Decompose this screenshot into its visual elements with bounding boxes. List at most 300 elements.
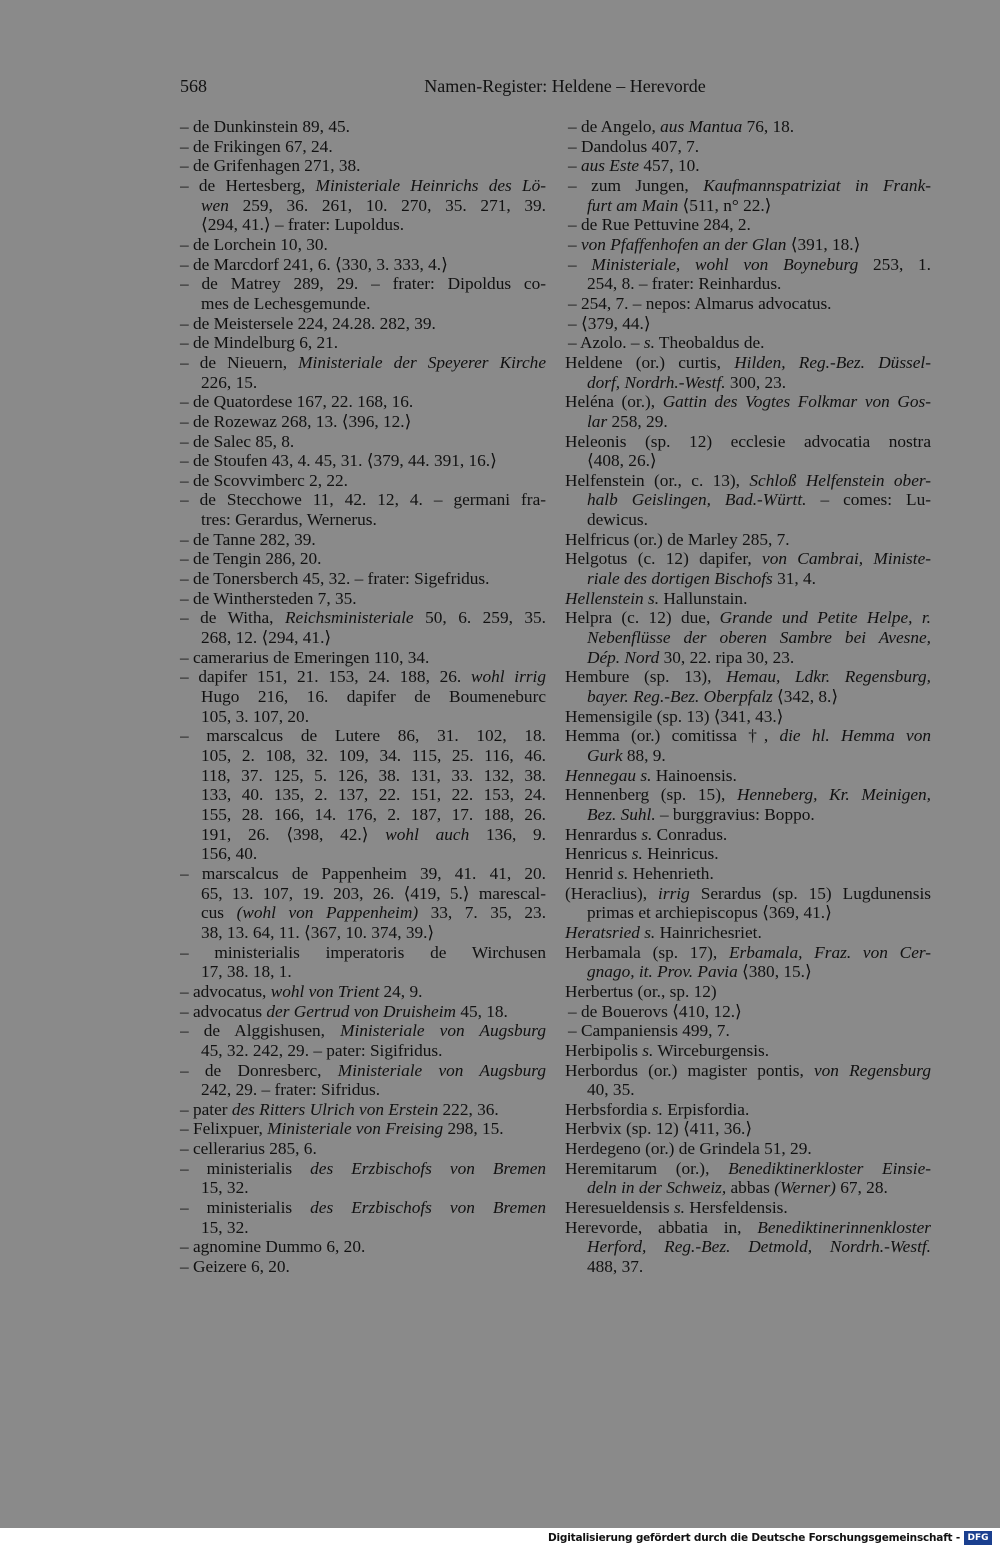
entry-line — [565, 1257, 931, 1277]
entry-text: – 254, 7. – nepos: Almarus advocatus. — [568, 293, 832, 313]
entry-line — [565, 569, 931, 589]
index-entry — [180, 353, 546, 392]
entry-line — [180, 687, 546, 707]
entry-text-italic: Grande und Petite Helpe, r. — [719, 608, 931, 628]
entry-line — [565, 628, 931, 648]
entry-line — [180, 196, 546, 216]
entry-line — [180, 1002, 546, 1022]
entry-text-italic: Ministeriale von Augsburg — [337, 1060, 546, 1080]
index-entry — [565, 432, 931, 471]
entry-text: – de Tanne 282, 39. — [180, 529, 316, 549]
entry-line — [565, 1080, 931, 1100]
entry-line — [180, 333, 546, 353]
entry-line — [565, 648, 931, 668]
entry-line — [180, 549, 546, 569]
entry-text: Hemma (or.) comitissa †, — [565, 726, 780, 746]
entry-text: Hainrichesriet. — [655, 922, 762, 942]
entry-text: – de Lorchein 10, 30. — [180, 234, 328, 254]
entry-line — [565, 1061, 931, 1081]
index-entry — [180, 1237, 546, 1257]
entry-line — [180, 117, 546, 137]
entry-text-italic: Ministeriale, wohl von Boyneburg — [591, 254, 859, 274]
entry-text: 242, 29. – frater: Sifridus. — [201, 1080, 381, 1100]
index-entry — [565, 471, 931, 530]
entry-line — [180, 1237, 546, 1257]
entry-line — [180, 432, 546, 452]
entry-line — [180, 510, 546, 530]
entry-text: 17, 38. 18, 1. — [201, 962, 292, 982]
index-entry — [565, 864, 931, 884]
entry-text-italic: halb Geislingen, Bad.-Württ. — [587, 490, 807, 510]
index-entry — [180, 1021, 546, 1060]
entry-text-italic: Ministeriale von Augsburg — [340, 1021, 546, 1041]
entry-text: 258, 29. — [607, 411, 668, 431]
index-entry — [565, 294, 931, 314]
entry-text: Henricus — [565, 844, 632, 864]
index-entry — [565, 530, 931, 550]
entry-line — [180, 1178, 546, 1198]
index-entry — [565, 844, 931, 864]
entry-text-italic: bayer. Reg.-Bez. Oberpfalz — [587, 687, 773, 707]
index-entry — [180, 176, 546, 235]
entry-text: 31, 4. — [772, 569, 816, 589]
entry-line — [565, 373, 931, 393]
entry-text: 254, 8. – frater: Reinhardus. — [587, 274, 782, 294]
index-entry — [180, 1119, 546, 1139]
entry-text: – ⟨379, 44.⟩ — [568, 313, 651, 333]
index-entry — [180, 333, 546, 353]
entry-text: 156, 40. — [201, 844, 258, 864]
entry-line — [565, 333, 931, 353]
entry-line — [565, 156, 931, 176]
entry-line — [180, 1159, 546, 1179]
entry-text: ⟨380, 15.⟩ — [737, 962, 812, 982]
entry-line — [180, 589, 546, 609]
entry-line — [180, 1100, 546, 1120]
index-entry — [565, 1159, 931, 1198]
entry-line — [565, 864, 931, 884]
index-entry — [565, 1119, 931, 1139]
entry-line — [180, 137, 546, 157]
entry-text: – Geizere 6, 20. — [180, 1257, 290, 1277]
entry-line — [180, 766, 546, 786]
entry-text: – agnomine Dummo 6, 20. — [180, 1237, 366, 1257]
entry-text: Wirceburgensis. — [653, 1040, 770, 1060]
entry-text-italic: Nebenflüsse der oberen Sambre bei Avesne, — [587, 628, 931, 648]
entry-text: 38, 13. 64, 11. ⟨367, 10. 374, 39.⟩ — [201, 922, 435, 942]
entry-text-italic: Gurk — [587, 746, 623, 765]
index-entry — [180, 412, 546, 432]
entry-line — [180, 805, 546, 825]
index-entry — [180, 1198, 546, 1237]
entry-text: – de Alggishusen, — [180, 1021, 341, 1041]
entry-text-italic: von Pfaffenhofen an der Glan — [580, 234, 787, 254]
index-entry — [565, 1021, 931, 1041]
entry-text-italic: Hilden, Reg.-Bez. Düssel- — [734, 352, 931, 372]
entry-line — [565, 1100, 931, 1120]
entry-line — [180, 608, 546, 628]
entry-text-italic: Dép. Nord — [587, 647, 660, 667]
entry-text-italic: Benediktinerinnenkloster — [757, 1217, 931, 1237]
entry-line — [180, 707, 546, 727]
entry-text-italic: Gattin des Vogtes Folkmar von Gos- — [662, 392, 931, 412]
entry-text: Hersfeldensis. — [684, 1198, 788, 1218]
entry-line — [565, 235, 931, 255]
entry-text: 253, 1. — [858, 254, 931, 274]
entry-text-italic: wohl auch — [385, 824, 470, 844]
entry-text-italic: lar — [587, 411, 608, 431]
entry-text: abbas — [726, 1178, 775, 1198]
entry-line — [565, 903, 931, 923]
index-entry — [565, 943, 931, 982]
index-entry — [565, 137, 931, 157]
index-entry — [565, 1218, 931, 1277]
entry-line — [565, 176, 931, 196]
index-entry — [180, 235, 546, 255]
page-title: Namen-Register: Heldene – Herevorde — [424, 76, 706, 96]
entry-text: – — [568, 234, 581, 254]
index-entry — [180, 982, 546, 1002]
index-entry — [180, 1257, 546, 1277]
index-entry — [565, 176, 931, 215]
entry-line — [180, 274, 546, 294]
funding-credit: Digitalisierung gefördert durch die Deutsche Forschungsgemeinschaft - — [548, 1532, 960, 1544]
entry-text: cus — [201, 903, 237, 923]
entry-text: ⟨391, 18.⟩ — [786, 234, 861, 254]
entry-line — [180, 294, 546, 314]
entry-line — [180, 412, 546, 432]
entry-text: – burggravius: Boppo. — [655, 804, 815, 824]
entry-line — [565, 1021, 931, 1041]
index-entry — [565, 884, 931, 923]
entry-line — [180, 864, 546, 884]
entry-text-italic: Hellenstein s. — [565, 588, 660, 608]
index-entry — [565, 333, 931, 353]
entry-text: Heldene (or.) curtis, — [565, 352, 735, 372]
entry-text-italic: gnago, it. Prov. Pavia — [587, 962, 738, 982]
entry-line — [180, 1218, 546, 1238]
entry-text: (Heraclius), — [565, 883, 659, 903]
entry-line — [180, 923, 546, 943]
entry-line — [565, 825, 931, 845]
entry-line — [565, 530, 931, 550]
entry-text-italic: s. — [631, 844, 643, 864]
index-entry — [565, 726, 931, 765]
entry-text: 268, 12. ⟨294, 41.⟩ — [201, 628, 332, 648]
index-entry — [180, 589, 546, 609]
entry-text: 24, 9. — [379, 981, 423, 1001]
index-column-left — [180, 117, 546, 1277]
entry-text: 259, 36. 261, 10. 270, 35. 271, 39. — [228, 195, 546, 215]
index-entry — [565, 982, 931, 1002]
entry-text: – de Matrey 289, 29. – frater: Dipoldus co- — [180, 274, 546, 294]
page-number: 568 — [180, 76, 207, 96]
entry-line — [565, 137, 931, 157]
entry-text: Hugo 216, 16. dapifer de Boumeneburc — [201, 687, 546, 707]
entry-text: – de Rue Pettuvine 284, 2. — [568, 215, 751, 235]
index-entry — [565, 667, 931, 706]
index-entry — [565, 549, 931, 588]
entry-text: 300, 23. — [725, 372, 787, 392]
entry-line — [565, 962, 931, 982]
entry-text: Herdegeno (or.) de Grindela 51, 29. — [565, 1139, 812, 1159]
entry-text-italic: Erbamala, Fraz. von Cer- — [728, 942, 931, 962]
entry-line — [180, 1139, 546, 1159]
entry-line — [565, 451, 931, 471]
entry-text: Herbertus (or., sp. 12) — [565, 981, 717, 1001]
entry-text: – de Meistersele 224, 24.28. 282, 39. — [180, 313, 436, 333]
entry-text-italic: s. — [617, 863, 629, 883]
entry-line — [180, 943, 546, 963]
entry-text: – de Stecchowe 11, 42. 12, 4. – germani fra- — [180, 490, 546, 510]
entry-text: Herevorde, abbatia in, — [565, 1217, 758, 1237]
entry-text-italic: irrig — [658, 883, 690, 903]
entry-line — [180, 156, 546, 176]
entry-line — [180, 471, 546, 491]
entry-line — [180, 628, 546, 648]
entry-line — [565, 432, 931, 452]
entry-text: – de Scovvimberc 2, 22. — [180, 470, 348, 490]
entry-line — [565, 1139, 931, 1159]
entry-text-italic: Benediktinerkloster Einsie- — [728, 1158, 931, 1178]
entry-text: Heléna (or.), — [565, 392, 663, 412]
entry-text: 15, 32. — [201, 1178, 249, 1198]
entry-text: – dapifer 151, 21. 153, 24. 188, 26. — [180, 667, 471, 687]
index-entry — [180, 314, 546, 334]
index-entry — [180, 569, 546, 589]
entry-text: Conradus. — [652, 824, 728, 844]
entry-line — [180, 353, 546, 373]
entry-text: Serardus (sp. 15) Lugdunensis — [689, 883, 931, 903]
entry-text: 76, 18. — [742, 117, 795, 136]
entry-text: primas et archiepiscopus ⟨369, 41.⟩ — [587, 903, 832, 923]
index-entry — [180, 471, 546, 491]
entry-text: Hallunstain. — [659, 588, 748, 608]
entry-line — [180, 667, 546, 687]
entry-text: 136, 9. — [469, 824, 546, 844]
entry-text: ⟨408, 26.⟩ — [587, 451, 657, 471]
entry-text-italic: Hemau, Ldkr. Regensburg, — [726, 667, 931, 687]
entry-text: – Azolo. – — [568, 333, 644, 353]
entry-line — [565, 746, 931, 766]
entry-text: – de Mindelburg 6, 21. — [180, 333, 339, 353]
entry-text: 298, 15. — [443, 1119, 504, 1139]
entry-line — [180, 530, 546, 550]
entry-text: Hennenberg (sp. 15), — [565, 785, 737, 805]
entry-text: 118, 37. 125, 5. 126, 38. 131, 33. 132, 38. — [201, 765, 546, 785]
entry-text: dewicus. — [587, 510, 648, 530]
index-entry — [180, 608, 546, 647]
entry-text: 457, 10. — [639, 156, 700, 176]
entry-text: Hehenrieth. — [628, 863, 714, 883]
index-entry — [565, 785, 931, 824]
entry-text-italic: riale des dortigen Bischofs — [587, 569, 773, 589]
entry-text: 133, 40. 135, 2. 137, 22. 151, 22. 153, 24. — [201, 785, 546, 805]
entry-line — [180, 1119, 546, 1139]
entry-line — [565, 1198, 931, 1218]
entry-line — [565, 726, 931, 746]
entry-text: 191, 26. ⟨398, 42.⟩ — [201, 824, 386, 844]
entry-line — [180, 490, 546, 510]
entry-text: Herbipolis — [565, 1040, 643, 1060]
entry-text-italic: s. — [642, 1040, 654, 1060]
entry-line — [565, 1159, 931, 1179]
entry-text-italic: deln in der Schweiz, — [587, 1178, 727, 1198]
entry-text: Heinricus. — [642, 844, 719, 864]
entry-text: – de Stoufen 43, 4. 45, 31. ⟨379, 44. 391, 16.⟩ — [180, 451, 497, 471]
entry-text: Herbvix (sp. 12) ⟨411, 36.⟩ — [565, 1119, 753, 1139]
entry-line — [180, 785, 546, 805]
index-entry — [180, 156, 546, 176]
entry-text-italic: furt am Main — [587, 195, 679, 215]
entry-text-italic: Ministeriale von Freising — [267, 1119, 444, 1139]
index-entry — [180, 726, 546, 864]
entry-text: 105, 3. 107, 20. — [201, 706, 310, 726]
index-entry — [565, 392, 931, 431]
entry-text-italic: s. — [643, 333, 655, 353]
entry-text-italic: die hl. Hemma von — [779, 726, 931, 746]
index-entry — [565, 825, 931, 845]
entry-line — [565, 215, 931, 235]
entry-line — [565, 314, 931, 334]
entry-line — [565, 608, 931, 628]
entry-line — [180, 844, 546, 864]
entry-line — [565, 1178, 931, 1198]
entry-line — [180, 215, 546, 235]
index-entry — [180, 137, 546, 157]
index-entry — [180, 943, 546, 982]
index-entry — [180, 255, 546, 275]
entry-text: – de Witha, — [180, 608, 285, 628]
entry-text: 105, 2. 108, 32. 109, 34. 115, 25. 116, 46. — [201, 746, 546, 765]
entry-text: 50, 6. 259, 35. — [413, 608, 546, 628]
index-entry — [180, 549, 546, 569]
entry-text: – — [568, 254, 592, 274]
entry-text: Helfenstein (or., c. 13), — [565, 470, 750, 490]
entry-text-italic: des Ritters Ulrich von Erstein — [231, 1099, 439, 1119]
entry-text: 488, 37. — [587, 1257, 644, 1277]
entry-text-italic: Reichsministeriale — [284, 608, 414, 628]
entry-line — [565, 117, 931, 137]
entry-line — [180, 825, 546, 845]
index-column-right — [565, 117, 931, 1277]
entry-text: – Felixpuer, — [180, 1119, 268, 1139]
entry-text-italic: Hennegau s. — [565, 765, 652, 785]
entry-text: – de Dunkinstein 89, 45. — [180, 117, 350, 136]
entry-text: 155, 28. 166, 14. 176, 2. 187, 17. 188, 26. — [201, 804, 546, 824]
entry-text: – camerarius de Emeringen 110, 34. — [180, 647, 430, 667]
entry-line — [180, 392, 546, 412]
footer-strip — [0, 1528, 1000, 1549]
entry-text: Henrardus — [565, 824, 642, 844]
index-entry — [565, 608, 931, 667]
entry-text-italic: Herford, Reg.-Bez. Detmold, Nordrh.-Westf. — [587, 1237, 931, 1257]
entry-text-italic: der Gertrud von Druisheim — [266, 1001, 456, 1021]
entry-text-italic: wohl von Trient — [270, 981, 380, 1001]
entry-text: – de Rozewaz 268, 13. ⟨396, 12.⟩ — [180, 411, 412, 431]
entry-text: – de Tengin 286, 20. — [180, 549, 322, 569]
index-entry — [565, 215, 931, 235]
entry-text: 88, 9. — [622, 746, 666, 765]
entry-text: – de Frikingen 67, 24. — [180, 136, 333, 156]
entry-text-italic: s. — [651, 1099, 663, 1119]
entry-text: – cellerarius 285, 6. — [180, 1139, 317, 1159]
index-entry — [180, 530, 546, 550]
entry-text: – de Tonersberch 45, 32. – frater: Sigefridus. — [180, 569, 490, 589]
index-entry — [180, 1139, 546, 1159]
entry-text: – — [568, 156, 581, 176]
entry-text: – marscalcus de Lutere 86, 31. 102, 18. — [180, 726, 546, 746]
entry-line — [180, 1198, 546, 1218]
entry-line — [565, 353, 931, 373]
entry-text: Heremitarum (or.), — [565, 1158, 729, 1178]
entry-text-italic: (wohl von Pappenheim) — [236, 903, 419, 923]
index-entry — [565, 707, 931, 727]
entry-text: Hainoensis. — [651, 765, 737, 785]
entry-line — [565, 844, 931, 864]
index-entry — [565, 156, 931, 176]
index-entry — [180, 648, 546, 668]
entry-text: – de Nieuern, — [180, 352, 299, 372]
index-entry — [565, 314, 931, 334]
index-entry — [565, 923, 931, 943]
entry-text: 30, 22. ripa 30, 23. — [659, 647, 795, 667]
entry-line — [565, 667, 931, 687]
index-entry — [565, 353, 931, 392]
entry-line — [565, 707, 931, 727]
entry-text: ⟨294, 41.⟩ – frater: Lupoldus. — [201, 215, 405, 235]
entry-text: – comes: Lu- — [806, 490, 931, 510]
entry-text: 45, 18. — [456, 1001, 508, 1021]
entry-line — [180, 314, 546, 334]
index-entry — [565, 766, 931, 786]
entry-line — [565, 943, 931, 963]
entry-text-italic: dorf, Nordrh.-Westf. — [587, 372, 726, 392]
entry-text: ⟨342, 8.⟩ — [772, 687, 839, 707]
entry-text: 45, 32. 242, 29. – pater: Sigifridus. — [201, 1040, 443, 1060]
entry-line — [565, 549, 931, 569]
entry-text: – de Winthersteden 7, 35. — [180, 588, 357, 608]
entry-text-italic: s. — [673, 1198, 685, 1218]
entry-text: Herbsfordia — [565, 1099, 652, 1119]
entry-text: Herbordus (or.) magister pontis, — [565, 1060, 814, 1080]
entry-line — [565, 884, 931, 904]
index-entry — [565, 235, 931, 255]
entry-line — [565, 471, 931, 491]
entry-text: – de Donresberc, — [180, 1060, 338, 1080]
entry-text: tres: Gerardus, Wernerus. — [201, 510, 377, 530]
entry-text: – pater — [180, 1099, 232, 1119]
index-entry — [180, 432, 546, 452]
entry-text-italic: aus Este — [580, 156, 640, 176]
entry-text-italic: von Regensburg — [813, 1060, 931, 1080]
entry-line — [565, 412, 931, 432]
entry-text: Henrid — [565, 863, 618, 883]
entry-text-italic: Schloß Helfenstein ober- — [749, 470, 931, 490]
entry-text-italic: des Erzbischofs von Bremen — [310, 1158, 546, 1178]
entry-line — [180, 884, 546, 904]
entry-line — [180, 903, 546, 923]
entry-line — [180, 235, 546, 255]
index-entry — [180, 451, 546, 471]
entry-text-italic: des Erzbischofs von Bremen — [310, 1198, 546, 1218]
entry-text-italic: wen — [201, 195, 229, 215]
entry-text-italic: aus Mantua — [660, 117, 743, 136]
entry-text: – de Grifenhagen 271, 38. — [180, 156, 361, 176]
entry-line — [565, 1041, 931, 1061]
index-entry — [180, 1100, 546, 1120]
entry-text: ⟨511, n° 22.⟩ — [678, 195, 772, 215]
